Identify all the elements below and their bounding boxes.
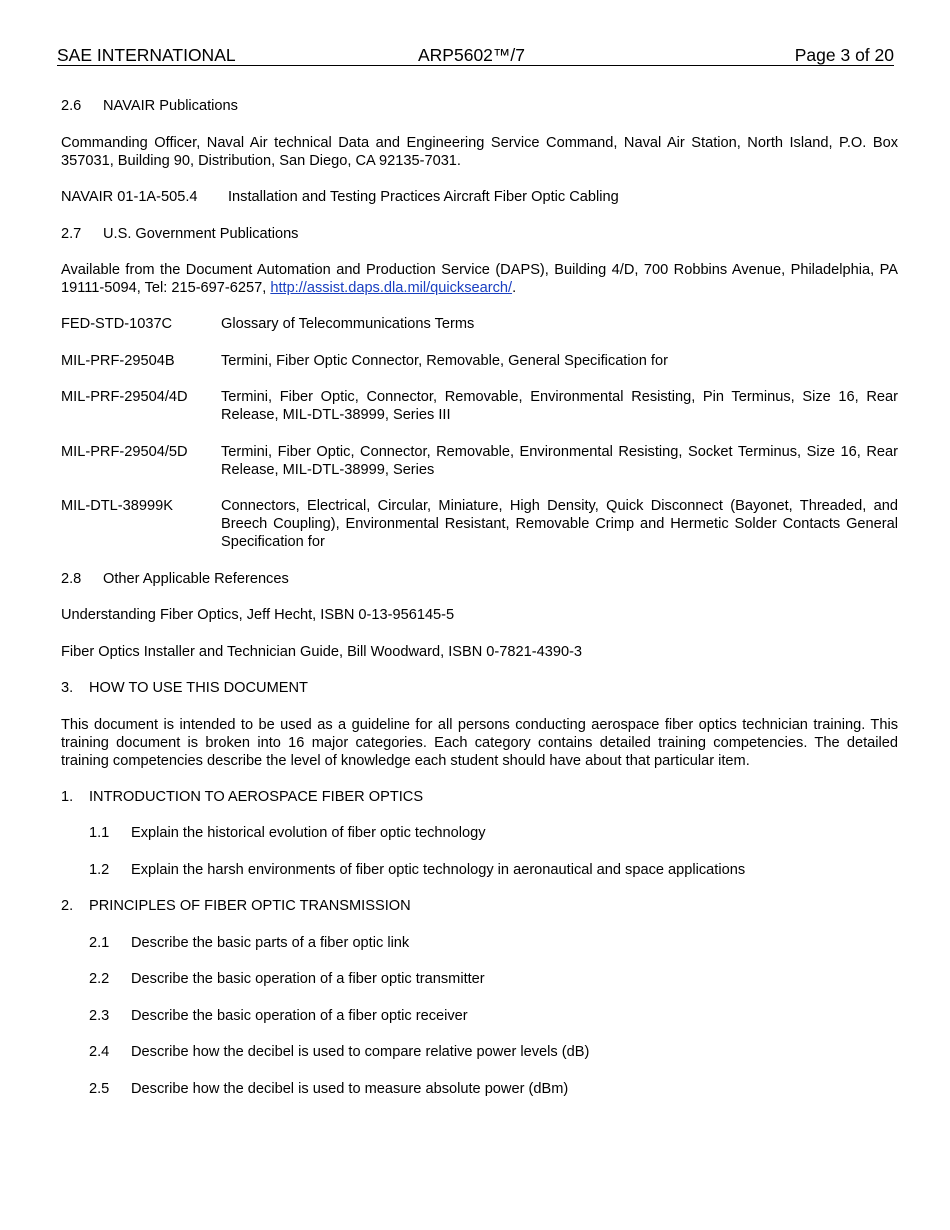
competency-number: 2.5 [89,1081,110,1097]
competency-number: 2.3 [89,1008,110,1024]
reference-title: Termini, Fiber Optic Connector, Removable, General Specification for [221,353,668,369]
section-number: 2.7 [61,226,82,242]
competency-item [89,1043,589,1061]
competency-text: Describe how the decibel is used to measure absolute power (dBm) [131,1081,569,1097]
other-reference: Understanding Fiber Optics, Jeff Hecht, ISBN 0-13-956145-5 [61,607,455,623]
competency-text: Describe the basic parts of a fiber optic link [131,935,410,951]
category-heading-2 [61,897,898,915]
section-title: Other Applicable References [103,571,289,587]
competency-item [89,934,409,952]
navair-reference [61,188,898,206]
section-heading-2-7 [61,225,898,243]
how-to-use-body: This document is intended to be used as a guideline for all persons conducting aerospace fiber optics technician training. This training document is broken into 16 major categories. Each category contains detailed training competencies. The detailed training competencies describe the level of knowledge each student should have about that particular item. [61,717,898,769]
reference-title: Installation and Testing Practices Aircraft Fiber Optic Cabling [228,189,619,205]
organization-name: SAE INTERNATIONAL [57,45,236,65]
competency-item [89,824,486,842]
competency-number: 2.4 [89,1044,110,1060]
competency-number: 2.1 [89,935,110,951]
reference-title: Glossary of Telecommunications Terms [221,316,475,332]
reference-title: Termini, Fiber Optic, Connector, Removable, Environmental Resisting, Socket Terminus, Size 16, Rear Release, MIL-DTL-38999, Series [221,444,898,478]
competency-text: Describe the basic operation of a fiber optic receiver [131,1008,468,1024]
reference-code: NAVAIR 01-1A-505.4 [61,189,198,205]
section-title: U.S. Government Publications [103,226,299,242]
section-number: 2.8 [61,571,82,587]
page-number: Page 3 of 20 [794,45,894,65]
section-heading-2-6 [61,97,898,115]
competency-number: 1.1 [89,825,110,841]
category-heading-1 [61,788,898,806]
section-heading-2-8 [61,570,898,588]
reference-code: FED-STD-1037C [61,316,173,332]
reference-code: MIL-PRF-29504/4D [61,389,188,405]
daps-availability [61,261,898,297]
competency-item [89,970,485,988]
competency-text: Describe how the decibel is used to compare relative power levels (dB) [131,1044,590,1060]
assist-quicksearch-link[interactable]: http://assist.daps.dla.mil/quicksearch/ [270,280,513,296]
competency-number: 2.2 [89,971,110,987]
competency-text: Explain the harsh environments of fiber optic technology in aeronautical and space applications [131,862,746,878]
navair-address: Commanding Officer, Naval Air technical Data and Engineering Service Command, Naval Air Station, North Island, P.O. Box 357031, Building 90, Distribution, San Diego, CA 92135-7031. [61,135,898,169]
document-id: ARP5602™/7 [418,45,526,65]
section-number: 3. [61,680,74,696]
section-title: NAVAIR Publications [103,98,238,114]
category-number: 1. [61,789,74,805]
reference-title: Connectors, Electrical, Circular, Miniature, High Density, Quick Disconnect (Bayonet, Threaded, and Breech Coupling), Environmental Resistant, Removable Crimp and Hermetic Solder Contacts General Specification for [221,498,898,550]
competency-item [89,1007,468,1025]
reference-code: MIL-DTL-38999K [61,498,173,514]
other-reference: Fiber Optics Installer and Technician Guide, Bill Woodward, ISBN 0-7821-4390-3 [61,644,583,660]
category-title: PRINCIPLES OF FIBER OPTIC TRANSMISSION [89,898,411,914]
reference-code: MIL-PRF-29504/5D [61,444,188,460]
category-title: INTRODUCTION TO AEROSPACE FIBER OPTICS [89,789,424,805]
category-number: 2. [61,898,74,914]
section-heading-3 [61,679,898,697]
competency-number: 1.2 [89,862,110,878]
reference-title: Termini, Fiber Optic, Connector, Removable, Environmental Resisting, Pin Terminus, Size 16, Rear Release, MIL-DTL-38999, Series III [221,389,898,423]
availability-end: . [512,280,517,296]
availability-text: Available from the Document Automation and Production Service (DAPS), Building 4/D, 700 Robbins Avenue, Philadelphia, PA 19111-5094, Tel: 215-697-6257, [61,262,898,296]
competency-item [89,861,745,879]
section-title: HOW TO USE THIS DOCUMENT [89,680,308,696]
section-number: 2.6 [61,98,82,114]
competency-item [89,1080,568,1098]
page-header [57,44,894,66]
competency-text: Describe the basic operation of a fiber optic transmitter [131,971,485,987]
competency-text: Explain the historical evolution of fiber optic technology [131,825,486,841]
reference-code: MIL-PRF-29504B [61,353,175,369]
